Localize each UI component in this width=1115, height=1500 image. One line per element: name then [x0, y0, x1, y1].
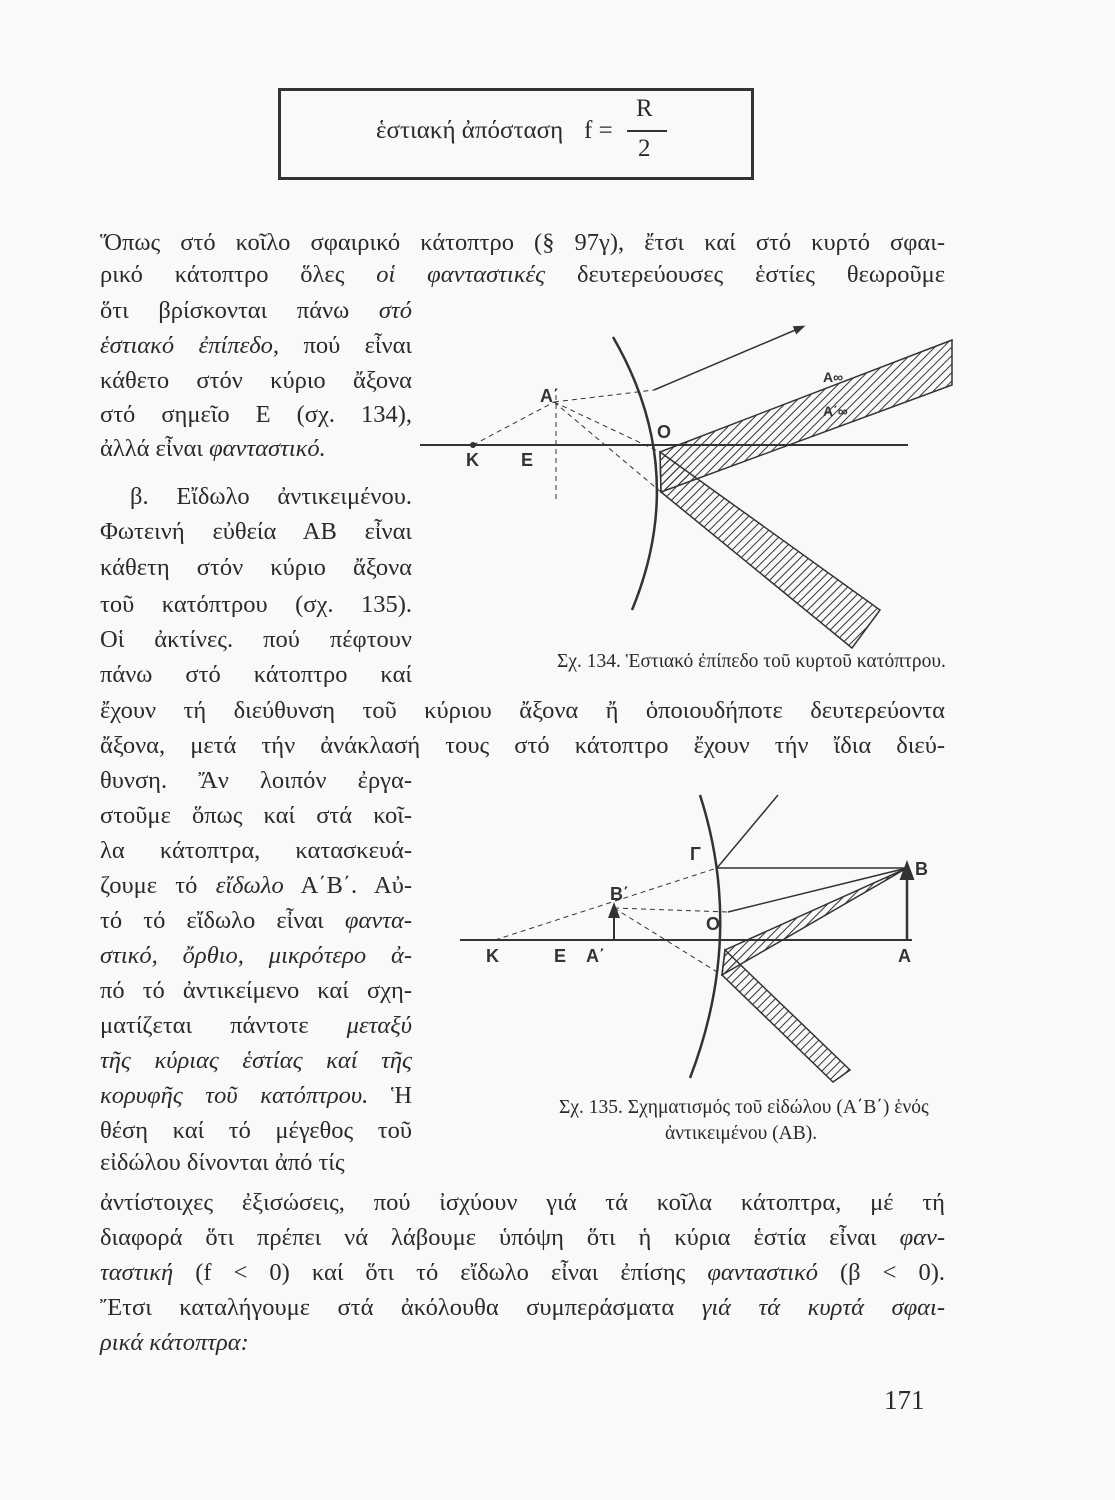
formula-denominator: 2 [638, 135, 651, 162]
label-a-prime: Α΄ [540, 386, 559, 406]
label-gamma: Γ [690, 844, 701, 864]
text-line: ἄξονα, μετά τήν ἀνάκλασή τους στό κάτοπτρο ἔχουν τήν ἴδια διεύ- [100, 732, 945, 759]
label-b-prime: Β΄ [610, 884, 629, 904]
figure-134-diagram [420, 328, 952, 648]
text-line: στοῦμε ὅπως καί στά κοῖ- [100, 802, 412, 829]
text-line: κάθετη στόν κύριο ἄξονα [100, 554, 412, 581]
label-a-prime: Α΄ [586, 946, 605, 966]
text-line: ἀντίστοιχες ἐξισώσεις, πού ἰσχύουν γιά τά κοῖλα κάτοπτρα, μέ τή [100, 1189, 945, 1216]
label-b: Β [915, 859, 928, 879]
label-k: Κ [486, 946, 499, 966]
reflected-ray [654, 328, 800, 390]
text-line: τῆς κύριας ἑστίας καί τῆς [100, 1047, 412, 1074]
text-line: ρικά κάτοπτρα: [100, 1329, 249, 1356]
dashed-line [495, 868, 717, 940]
text-line: στό σημεῖο Ε (σχ. 134), [100, 401, 412, 428]
dashed-line [614, 908, 728, 912]
convex-mirror [613, 337, 657, 610]
text-line: ματίζεται πάντοτε μεταξύ [100, 1012, 412, 1039]
convex-mirror [690, 795, 720, 1078]
dashed-line [473, 402, 554, 445]
text-line: κορυφῆς τοῦ κατόπτρου. Ἡ [100, 1082, 412, 1109]
reflected-beam [660, 452, 880, 648]
text-line: κάθετο στόν κύριο ἄξονα [100, 367, 412, 394]
text-line: ὅτι βρίσκονται πάνω στό [100, 297, 413, 324]
text-line: λα κάτοπτρα, κατασκευά- [100, 837, 412, 864]
figure-135-caption-line2: ἀντικειμένου (ΑΒ). [665, 1123, 818, 1144]
text-line: Οἱ ἀκτίνες. πού πέφτουν [100, 626, 412, 653]
text-line: θυνση. Ἄν λοιπόν ἐργα- [100, 767, 412, 794]
text-line: διαφορά ὅτι πρέπει νά λάβουμε ὑπόψη ὅτι ἡ κύρια ἑστία εἶναι φαν- [100, 1224, 946, 1251]
formula-label: ἑστιακή ἀπόσταση [376, 117, 564, 144]
text-line: Φωτεινή εὐθεία ΑΒ εἶναι [100, 518, 412, 545]
dashed-line [554, 402, 661, 492]
label-e: Ε [554, 946, 567, 966]
text-line: ζουμε τό εἴδωλο Α΄Β΄. Αὐ- [100, 872, 413, 899]
text-line: Ἔτσι καταλήγουμε στά ἀκόλουθα συμπεράσματα γιά τά κυρτά σφαι- [100, 1294, 945, 1321]
formula-lhs: f = [584, 117, 613, 144]
page-number: 171 [884, 1385, 925, 1415]
text-line: ἔχουν τή διεύθυνση τοῦ κύριου ἄξονα ἤ ὁποιουδήποτε δευτερεύοντα [100, 697, 945, 724]
incident-beam [722, 868, 907, 975]
section-heading: β. Εἴδωλο ἀντικειμένου. [130, 483, 412, 510]
text-line: τό τό εἴδωλο εἶναι φαντα- [100, 907, 412, 934]
label-o: Ο [706, 914, 721, 934]
text-line: ρικό κάτοπτρο ὅλες οἱ φανταστικές δευτερεύουσες ἑστίες θεωροῦμε [100, 261, 946, 288]
text-line: Ὅπως στό κοῖλο σφαιρικό κάτοπτρο (§ 97γ), ἔτσι καί στό κυρτό σφαι- [100, 229, 945, 256]
incident-beam [660, 340, 952, 492]
text-line: στικό, ὄρθιο, μικρότερο ἀ- [100, 942, 412, 969]
ray-reflected [717, 795, 778, 868]
text-line: πό τό ἀντικείμενο καί σχη- [100, 977, 412, 1004]
label-e: Ε [521, 450, 534, 470]
dashed-line [554, 390, 654, 402]
center-point [470, 442, 476, 448]
text-line: ἀλλά εἶναι φανταστικό. [100, 435, 326, 462]
figure-135-caption: Σχ. 135. Σχηματισμός τοῦ εἰδώλου (Α΄Β΄) ἑνός [559, 1097, 929, 1118]
label-o: Ο [657, 422, 672, 442]
label-k: Κ [466, 450, 479, 470]
text-line: τοῦ κατόπτρου (σχ. 135). [100, 591, 412, 618]
label-a-prime-inf: Α΄∞ [823, 403, 848, 419]
text-line: ταστική (f < 0) καί ὅτι τό εἴδωλο εἶναι ἐπίσης φανταστικό (β < 0). [100, 1259, 946, 1286]
text-line: πάνω στό κάτοπτρο καί [100, 661, 412, 688]
text-line: εἰδώλου δίνονται ἀπό τίς [100, 1149, 345, 1176]
formula-numerator: R [636, 95, 653, 122]
figure-135-diagram [460, 795, 928, 1082]
text-line: θέση καί τό μέγεθος τοῦ [100, 1117, 412, 1144]
reflected-beam [722, 950, 850, 1082]
figure-134-caption: Σχ. 134. Ἑστιακό ἐπίπεδο τοῦ κυρτοῦ κατόπτρου. [557, 651, 946, 672]
ray-to-mirror [728, 868, 907, 912]
label-a: Α [898, 946, 911, 966]
text-line: ἑστιακό ἐπίπεδο, πού εἶναι [100, 332, 413, 359]
label-a-inf: Α∞ [823, 369, 844, 385]
